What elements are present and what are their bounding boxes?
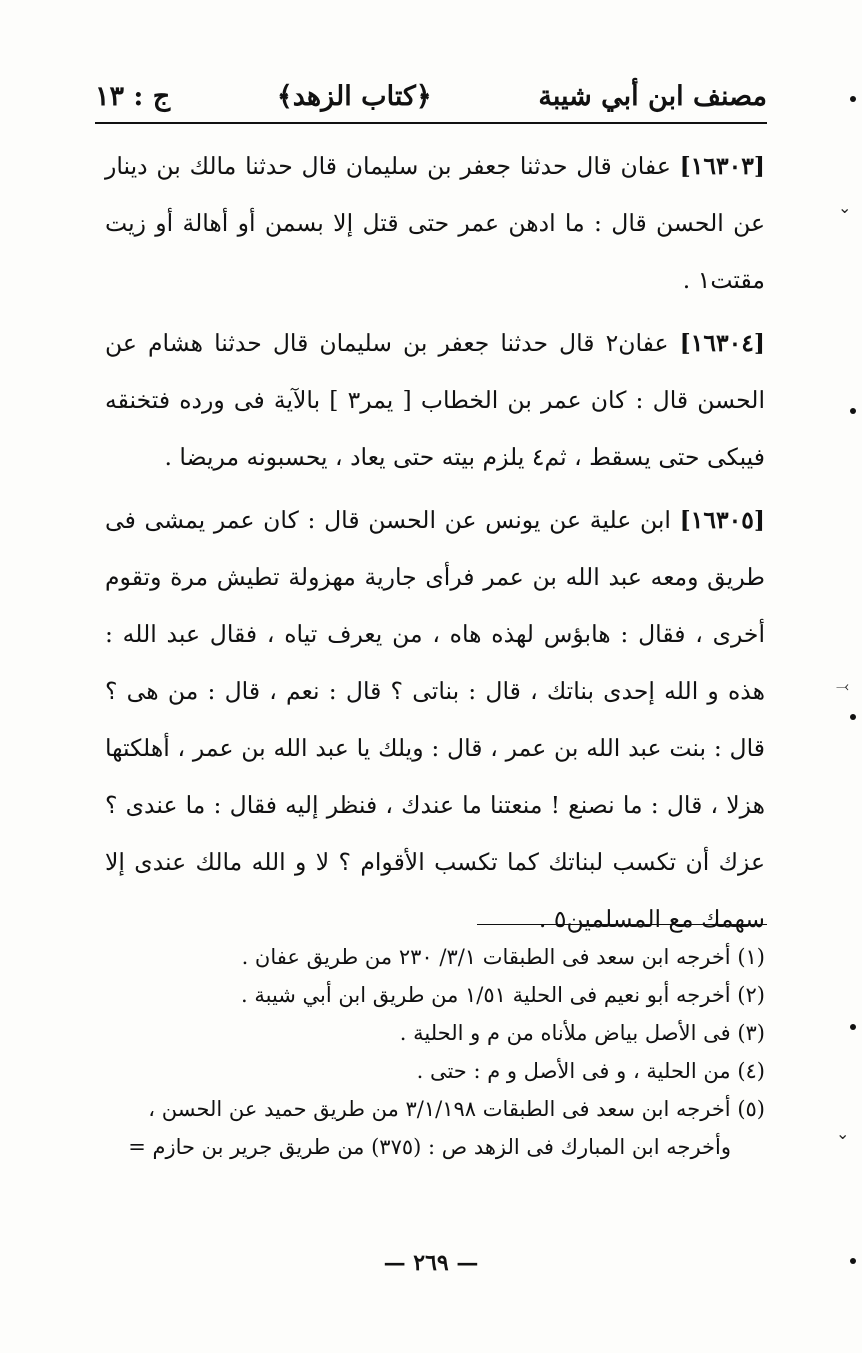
margin-tick: ⤙: [836, 676, 849, 695]
footnote: (٤) من الحلية ، و فى الأصل و م : حتى .: [416, 1059, 765, 1083]
page-number: — ٢٦٩ —: [383, 1250, 479, 1276]
main-text: [105, 138, 765, 954]
margin-dot: [850, 714, 856, 720]
margin-tick: ⌄: [836, 1124, 850, 1143]
footnote: (٣) فى الأصل بياض ملأناه من م و الحلية .: [399, 1021, 765, 1045]
header-rule: [95, 122, 767, 124]
header-volume: ج : ١٣: [95, 80, 171, 112]
running-header: [95, 70, 767, 122]
hadith-number: [١٦٣٠٣]: [679, 152, 765, 180]
header-book-title: مصنف ابن أبي شيبة: [538, 80, 767, 112]
margin-dot: [850, 408, 856, 414]
footnote: (٢) أخرجه أبو نعيم فى الحلية ١/٥١ من طريق ابن أبي شيبة .: [241, 983, 765, 1007]
hadith-text: عفان٢ قال حدثنا جعفر بن سليمان قال حدثنا هشام عن الحسن قال : كان عمر بن الخطاب [ يمر٣ ] بالآية فى ورده فتخنقه فيبكى حتى يسقط ، ثم٤ يلزم بيته حتى يعاد ، يحسبونه مريضا .: [105, 329, 765, 471]
header-chapter-title: ﴿كتاب الزهد﴾: [276, 80, 432, 112]
footnote-rule: [477, 924, 767, 925]
hadith-text: عفان قال حدثنا جعفر بن سليمان قال حدثنا مالك بن دينار عن الحسن قال : ما ادهن عمر حتى قتل إلا بسمن أو أهالة أو زيت مقتت١ .: [105, 152, 765, 294]
footnote: (١) أخرجه ابن سعد فى الطبقات ٣/١/ ٢٣٠ من طريق عفان .: [241, 945, 765, 969]
margin-dot: [850, 1258, 856, 1264]
margin-dot: [850, 1024, 856, 1030]
hadith-paragraph: [105, 138, 765, 309]
footnote-continuation: وأخرجه ابن المبارك فى الزهد ص : (٣٧٥) من طريق جرير بن حازم =: [128, 1135, 731, 1159]
hadith-number: [١٦٣٠٤]: [679, 329, 765, 357]
footnote: (٥) أخرجه ابن سعد فى الطبقات ٣/١/١٩٨ من طريق حميد عن الحسن ،: [148, 1097, 765, 1121]
hadith-text: ابن علية عن يونس عن الحسن قال : كان عمر يمشى فى طريق ومعه عبد الله بن عمر فرأى جارية مهزولة تطيش مرة وتقوم أخرى ، فقال : هابؤس لهذه هاه ، من يعرف تياه ، فقال عبد الله : هذه و الله إحدى بناتك ، قال : بناتى ؟ قال : نعم ، قال : من هى ؟ قال : بنت عبد الله بن عمر ، قال : ويلك يا عبد الله بن عمر ، أهلكتها هزلا ، قال : ما نصنع ! منعتنا ما عندك ، فنظر إليه فقال : ما عندى ؟ عزك أن تكسب لبناتك كما تكسب الأقوام ؟ لا و الله مالك عندى إلا سهمك مع المسلمين٥ .: [105, 506, 765, 933]
margin-tick: ⌄: [838, 198, 852, 217]
footnotes: [105, 938, 765, 1166]
hadith-paragraph: [105, 315, 765, 486]
hadith-paragraph: [105, 492, 765, 948]
margin-dot: [850, 96, 856, 102]
hadith-number: [١٦٣٠٥]: [679, 506, 765, 534]
